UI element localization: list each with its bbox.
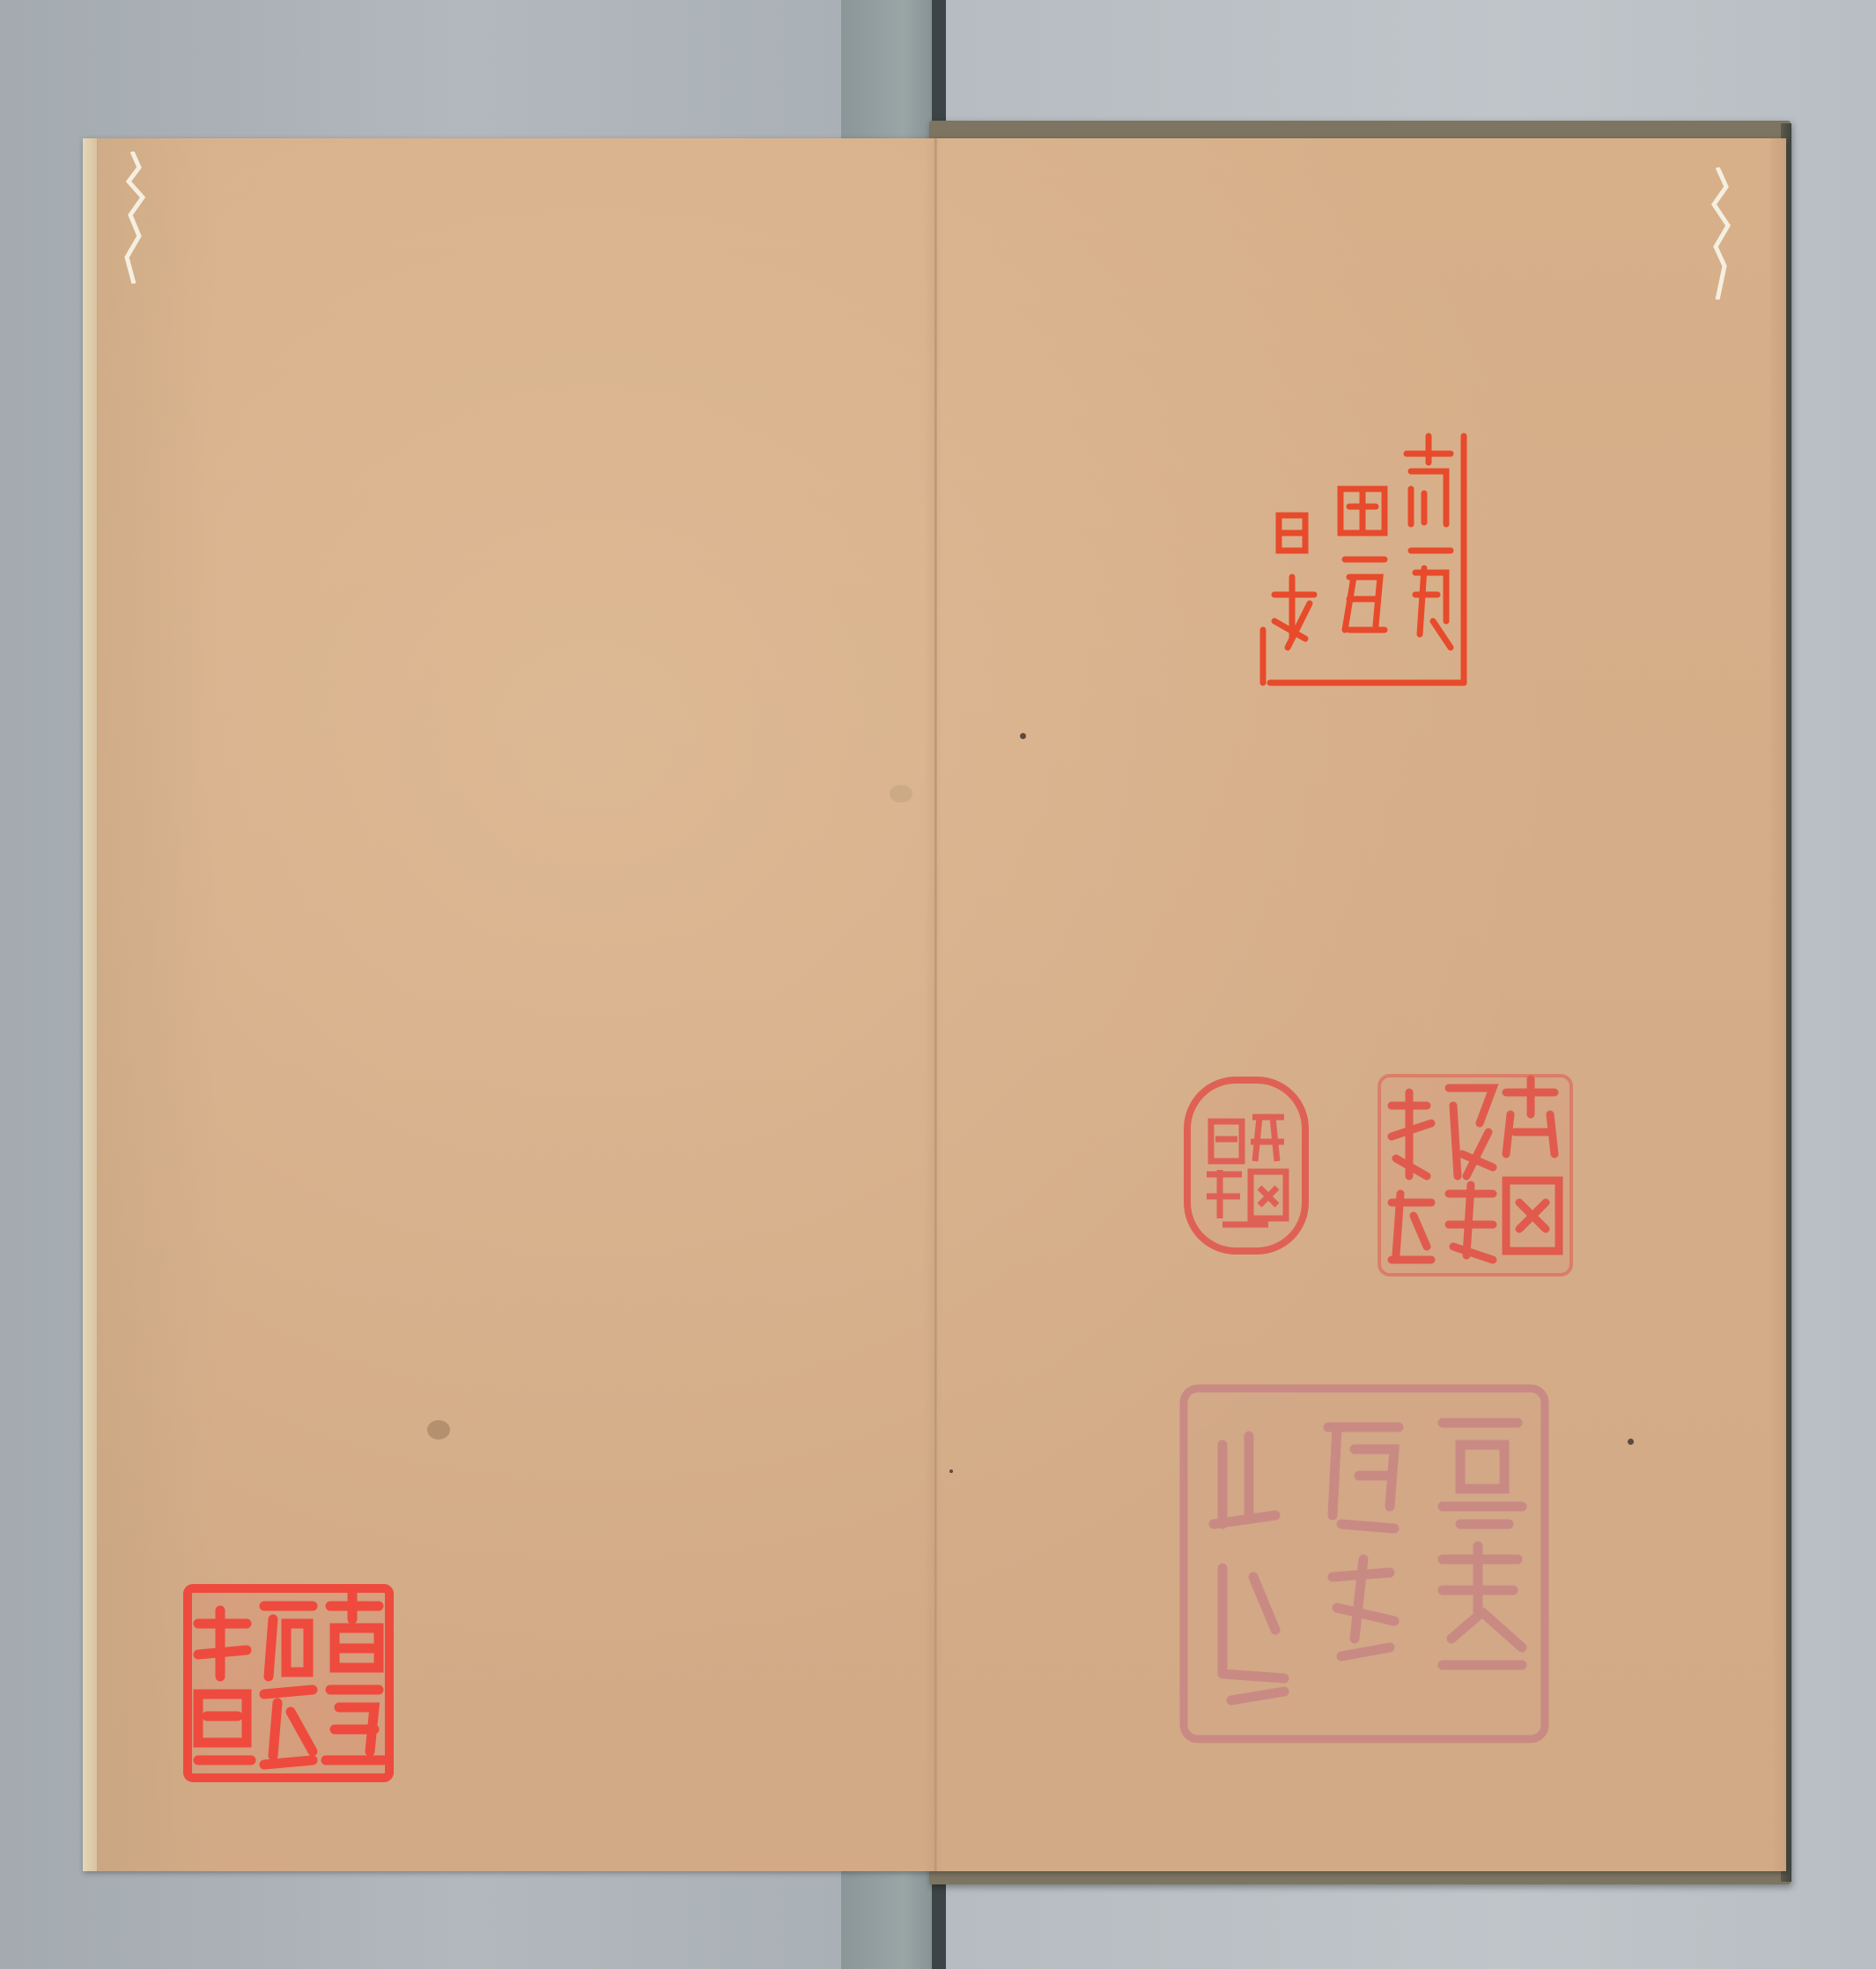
lower-left-seal [181, 1580, 396, 1787]
page-left-edge [83, 138, 98, 1871]
middle-square-seal [1374, 1070, 1577, 1280]
ink-speck [949, 1469, 953, 1473]
paper-stain [427, 1420, 450, 1440]
large-faded-seal [1178, 1383, 1550, 1744]
middle-oval-seal [1180, 1073, 1312, 1258]
paper-stain [890, 785, 912, 803]
tear-mark-left [113, 152, 157, 284]
page-right-edge [1770, 138, 1786, 1871]
ink-speck [1628, 1439, 1634, 1445]
ink-speck [1020, 733, 1026, 739]
upper-right-seal [1252, 427, 1473, 692]
center-fold [934, 138, 937, 1871]
tear-mark-right [1700, 167, 1744, 300]
